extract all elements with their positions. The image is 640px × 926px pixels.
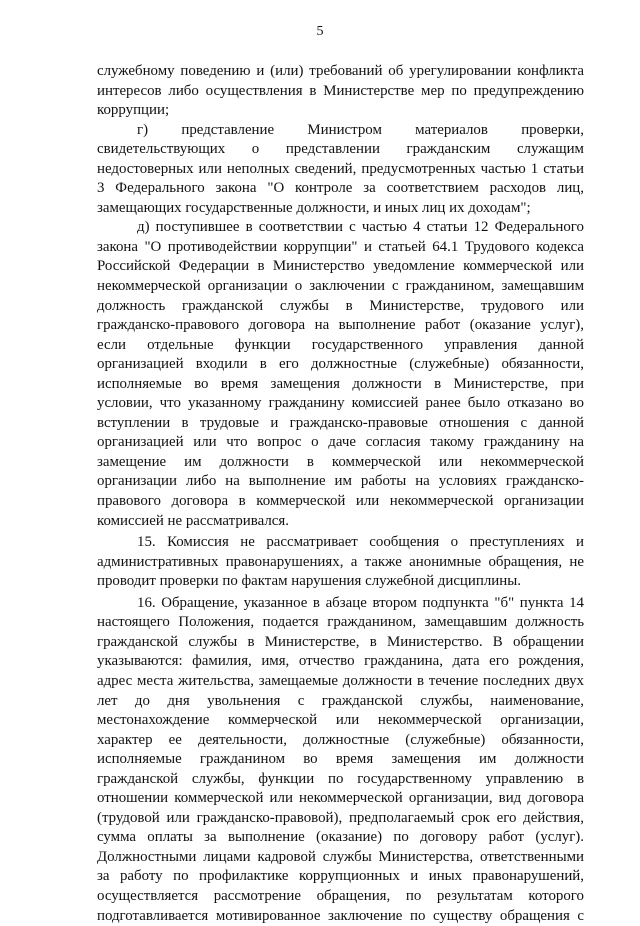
text-line: если отдельные функции государственного управления данной <box>97 336 584 353</box>
text-line: организацией входили в его должностные (служебные) обязанности, <box>97 356 584 373</box>
text-line: адрес места жительства, замещаемые должности в течение последних двух <box>97 672 584 689</box>
text-line: указываются: фамилия, имя, отчество гражданина, дата его рождения, <box>97 653 584 670</box>
text-line: административных правонарушениях, а также анонимные обращения, не <box>97 553 584 570</box>
text-line: г) представление Министром материалов проверки, <box>137 121 584 138</box>
paragraph-15 <box>97 533 584 592</box>
text-line: гражданско-правового договора на выполнение работ (оказание услуг), <box>97 317 584 334</box>
text-line: недостоверных или неполных сведений, предусмотренных частью 1 статьи <box>97 160 584 177</box>
text-line: сумма оплаты за выполнение (оказание) по договору работ (услуг). <box>97 829 584 846</box>
text-line: проводит проверки по фактам нарушения служебной дисциплины. <box>97 573 521 590</box>
paragraph-item-g <box>97 121 584 219</box>
document-body <box>97 62 584 926</box>
text-line: организации либо на выполнение им работы на условиях гражданско- <box>97 473 584 490</box>
text-line: лет до дня увольнения с гражданской службы, наименование, <box>97 692 584 709</box>
paragraph-item-v-continuation <box>97 62 584 121</box>
text-line: коррупции; <box>97 102 170 119</box>
text-line: служебному поведению и (или) требований об урегулировании конфликта <box>97 63 584 79</box>
text-line: условии, что указанному гражданину комиссией ранее было отказано во <box>97 395 584 412</box>
text-line: характер ее деятельности, должностные (служебные) обязанности, <box>97 731 584 748</box>
text-line: местонахождение коммерческой или некоммерческой организации, <box>97 712 584 729</box>
text-line: закона "О противодействии коррупции" и статьей 64.1 Трудового кодекса <box>97 238 584 255</box>
text-line: гражданской службы в Министерстве, в Министерство. В обращении <box>97 633 584 650</box>
text-line: Должностными лицами кадровой службы Министерства, ответственными <box>97 848 584 865</box>
text-line: вступлении в трудовые и гражданско-правовые отношения с данной <box>97 414 584 431</box>
text-line: комиссией не рассматривался. <box>97 512 289 529</box>
text-line: подготавливается мотивированное заключение по существу обращения с <box>97 907 584 924</box>
text-line: замещающих государственные должности, и иных лиц их доходам"; <box>97 199 531 216</box>
text-line: замещение им должности в коммерческой или некоммерческой <box>97 453 584 470</box>
text-line: осуществляется рассмотрение обращения, по результатам которого <box>97 887 584 904</box>
paragraph-item-d <box>97 218 584 531</box>
text-line: (трудовой или гражданско-правовой), предполагаемый срок его действия, <box>97 809 584 826</box>
text-line: исполняемые во время замещения должности в Министерстве, при <box>97 375 584 392</box>
text-line: 15. Комиссия не рассматривает сообщения о преступлениях и <box>137 534 584 551</box>
text-line: гражданской службы, функции по государственному управлению в <box>97 770 584 787</box>
paragraph-16 <box>97 594 584 926</box>
text-line: исполняемые гражданином во время замещения им должности <box>97 751 584 768</box>
text-line: Российской Федерации в Министерство уведомление коммерческой или <box>97 258 584 275</box>
text-line: 16. Обращение, указанное в абзаце втором подпункта "б" пункта 14 <box>137 594 584 611</box>
text-line: правового договора в коммерческой или некоммерческой организации <box>97 493 584 510</box>
text-line: интересов либо осуществления в Министерстве мер по предупреждению <box>97 82 584 99</box>
page-number: 5 <box>316 24 324 39</box>
text-line: за работу по профилактике коррупционных и иных правонарушений, <box>97 868 584 885</box>
text-line: некоммерческой организации о заключении с гражданином, замещавшим <box>97 278 584 295</box>
text-line: настоящего Положения, подается гражданином, замещавшим должность <box>97 614 584 631</box>
text-line: организацией или что вопрос о даче согласия такому гражданину на <box>97 434 584 451</box>
text-line: должность гражданской службы в Министерстве, трудового или <box>97 297 584 314</box>
text-line: д) поступившее в соответствии с частью 4 статьи 12 Федерального <box>137 219 584 236</box>
text-line: свидетельствующих о представлении гражданским служащим <box>97 141 584 158</box>
text-line: 3 Федерального закона "О контроле за соответствием расходов лиц, <box>97 180 584 197</box>
text-line: отношении коммерческой или некоммерческой организации, вид договора <box>97 790 584 807</box>
